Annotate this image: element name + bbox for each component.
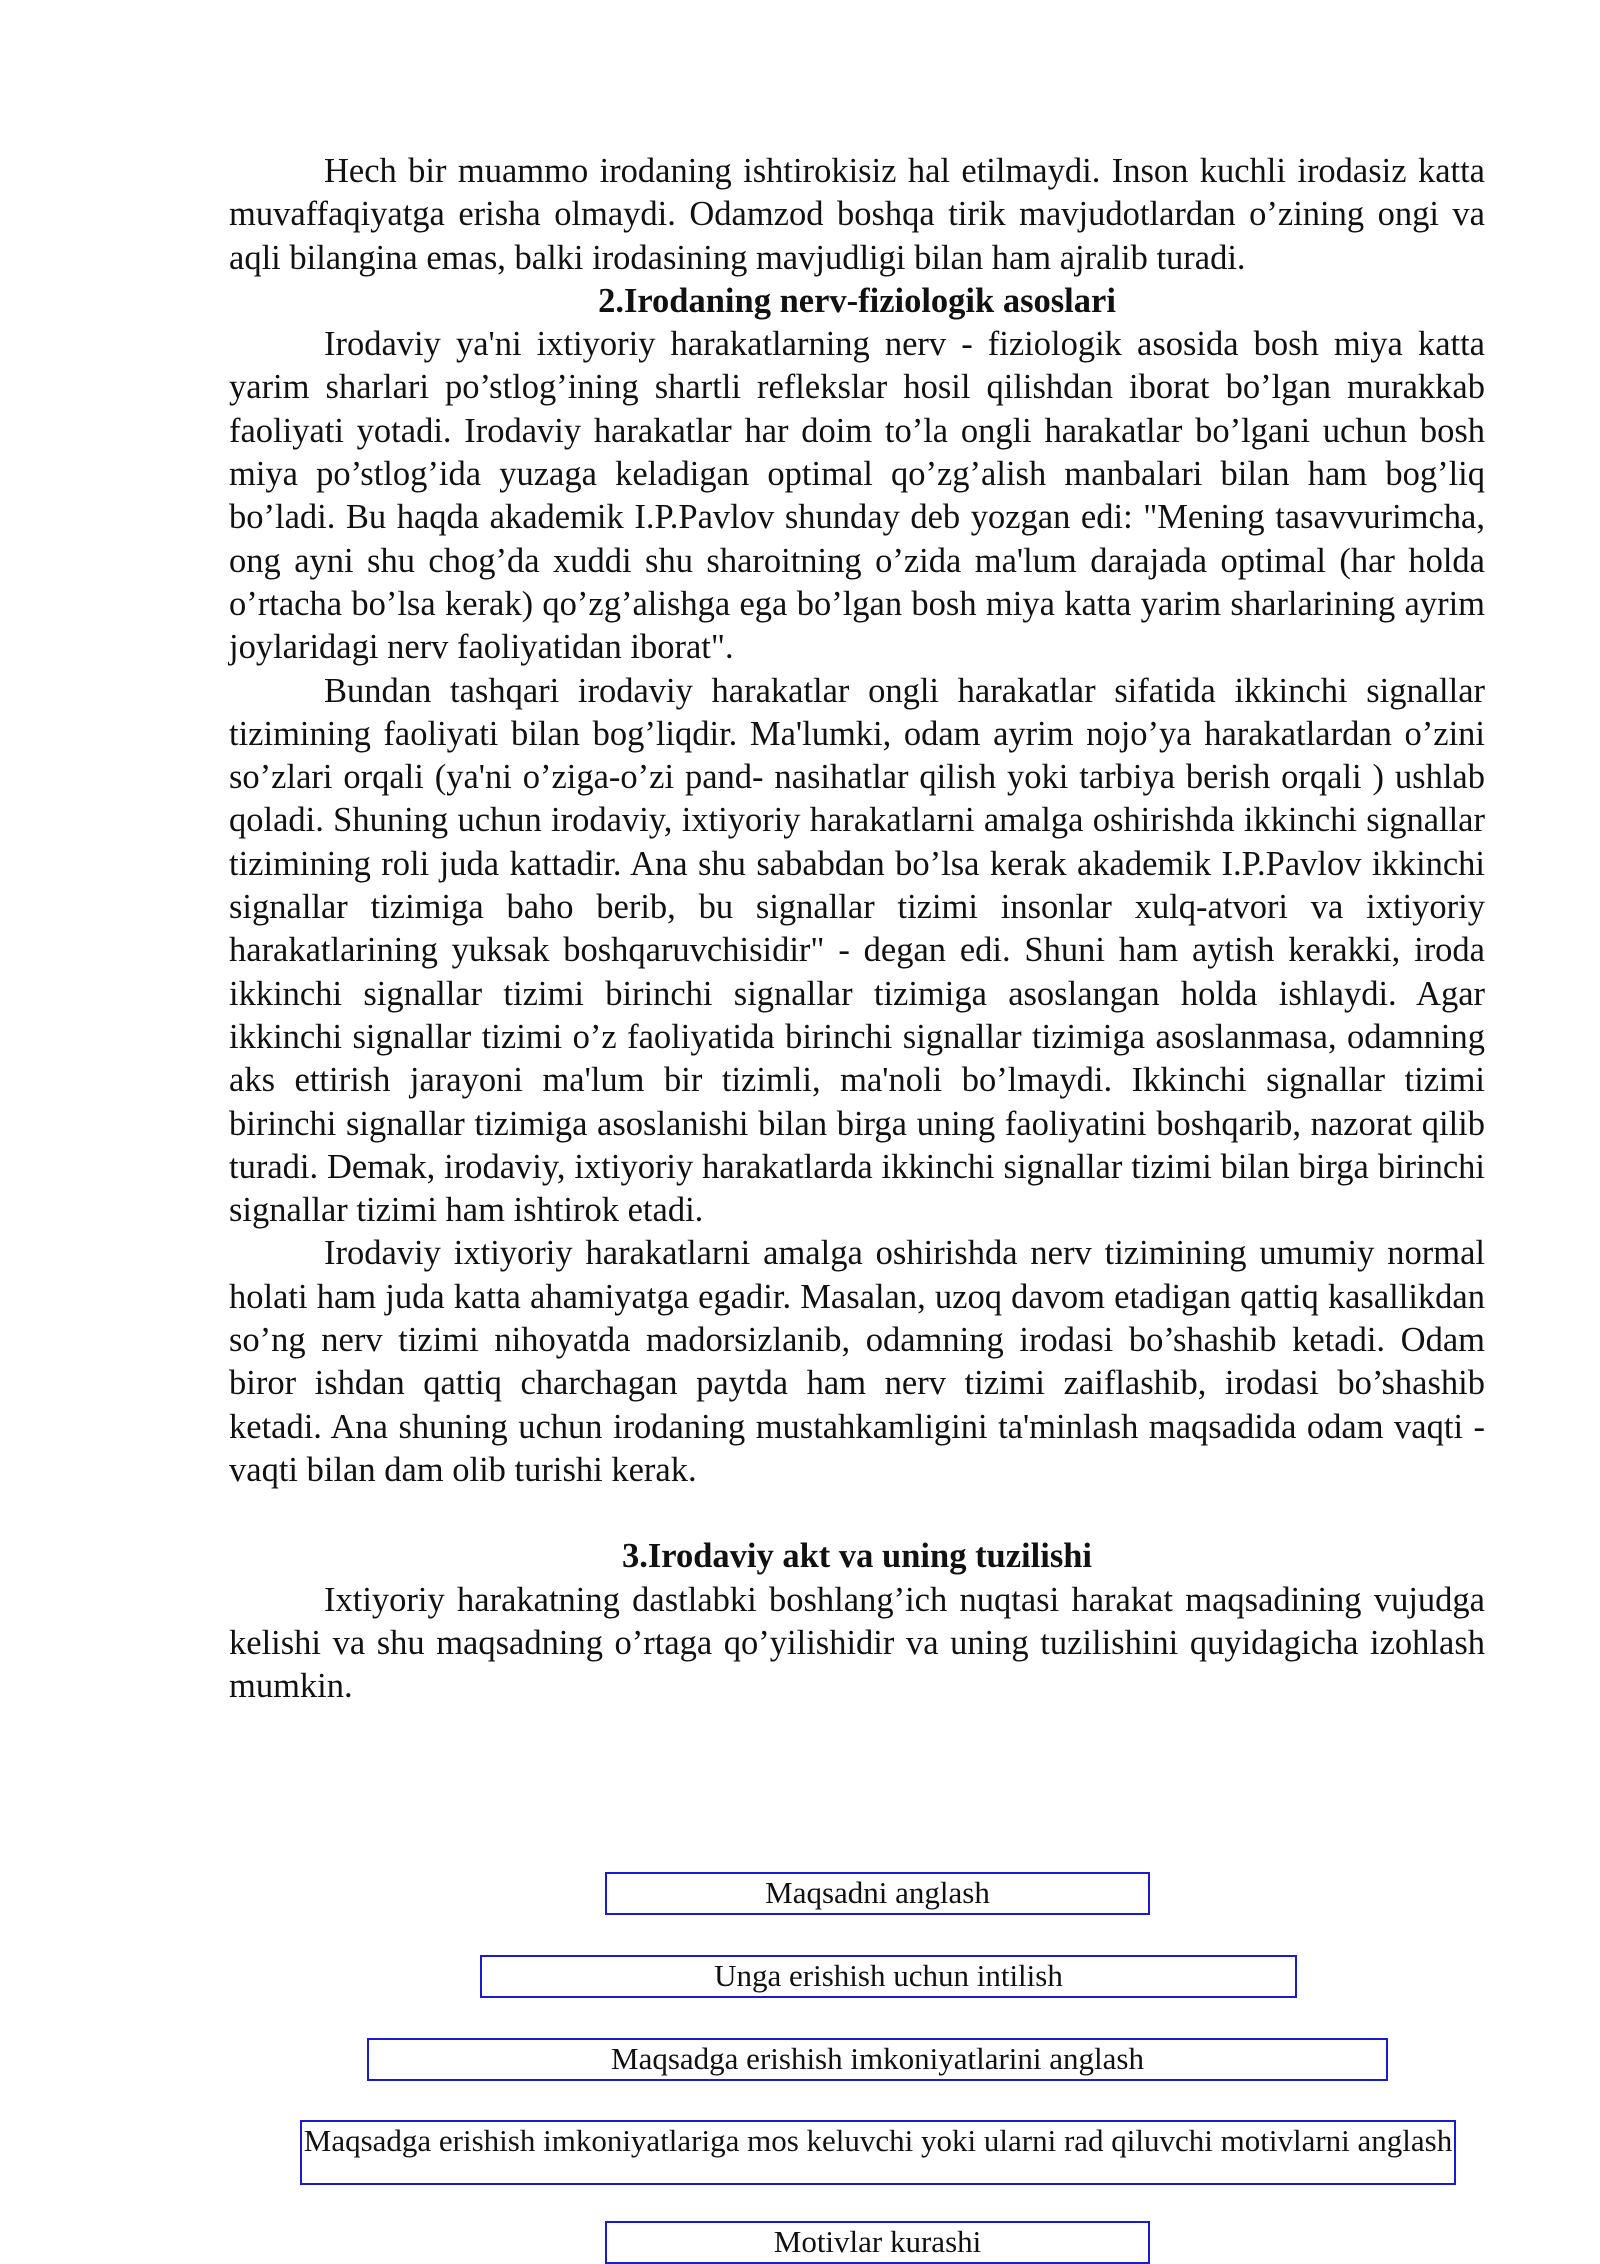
flow-box-motivlar-kurashi bbox=[605, 2221, 1150, 2264]
section-2-paragraph-1: Irodaviy ya'ni ixtiyoriy harakatlarning nerv - fiziologik asosida bosh miya katta yarim sharlari po’stlog’ining shartli reflekslar hosil qilishdan iborat bo’lgan murakkab faoliyati yotadi. Irodaviy harakatlar har doim to’la ongli harakatlar bo’lgani uchun bosh miya po’stlog’ida yuzaga keladigan optimal qo’zg’alish manbalari bilan ham bog’liq bo’ladi. Bu haqda akademik I.P.Pavlov shunday deb yozgan edi: "Mening tasavvurimcha, ong ayni shu chog’da xuddi shu sharoitning o’zida ma'lum darajada optimal (har holda o’rtacha bo’lsa kerak) qo’zg’alishga ega bo’lgan bosh miya katta yarim sharlarining ayrim joylaridagi nerv faoliyatidan iborat". bbox=[229, 325, 1485, 667]
flow-box-maqsadni-anglash bbox=[605, 1872, 1150, 1915]
document-body bbox=[229, 150, 1485, 1708]
flow-box-label: Motivlar kurashi bbox=[773, 2224, 982, 2259]
flow-box-label: Maqsadni anglash bbox=[765, 1875, 990, 1910]
intro-paragraph: Hech bir muammo irodaning ishtirokisiz hal etilmaydi. Inson kuchli irodasiz katta muvaffaqiyatga erisha olmaydi. Odamzod boshqa tirik mavjudotlardan o’zining ongi va aqli bilangina emas, balki irodasining mavjudligi bilan ham ajralib turadi. bbox=[229, 152, 1485, 277]
section-spacer bbox=[229, 1492, 1485, 1535]
section-3-heading: 3.Irodaviy akt va uning tuzilishi bbox=[621, 1537, 1093, 1576]
section-2-paragraph-3: Irodaviy ixtiyoriy harakatlarni amalga oshirishda nerv tizimining umumiy normal holati ham juda katta ahamiyatga egadir. Masalan, uzoq davom etadigan qattiq kasallikdan so’ng nerv tizimi nihoyatda madorsizlanib, odamning irodasi bo’shashib ketadi. Odam biror ishdan qattiq charchagan paytda ham nerv tizimi zaiflashib, irodasi bo’shashib ketadi. Ana shuning uchun irodaning mustahkamligini ta'minlash maqsadida odam vaqti - vaqti bilan dam olib turishi kerak. bbox=[229, 1234, 1485, 1489]
flow-box-label: Unga erishish uchun intilish bbox=[714, 1958, 1063, 1993]
flow-box-imkoniyatlarni-anglash bbox=[367, 2038, 1388, 2081]
flow-box-label: Maqsadga erishish imkoniyatlarini anglash bbox=[611, 2041, 1144, 2076]
flow-box-intilish bbox=[480, 1955, 1297, 1998]
flow-box-motivlarni-anglash bbox=[300, 2120, 1456, 2185]
section-3-paragraph-1: Ixtiyoriy harakatning dastlabki boshlang’ich nuqtasi harakat maqsadining vujudga kelishi va shu maqsadning o’rtaga qo’yilishidir va uning tuzilishini quyidagicha izohlash mumkin. bbox=[229, 1580, 1485, 1706]
section-2-heading: 2.Irodaning nerv-fiziologik asoslari bbox=[598, 281, 1116, 320]
section-2-paragraph-2: Bundan tashqari irodaviy harakatlar ongli harakatlar sifatida ikkinchi signallar tizimining faoliyati bilan bog’liqdir. Ma'lumki, odam ayrim nojo’ya harakatlardan o’zini so’zlari orqali (ya'ni o’ziga-o’zi pand- nasihatlar qilish yoki tarbiya berish orqali ) ushlab qoladi. Shuning uchun irodaviy, ixtiyoriy harakatlarni amalga oshirishda ikkinchi signallar tizimining roli juda kattadir. Ana shu sababdan bo’lsa kerak akademik I.P.Pavlov ikkinchi signallar tizimiga baho berib, bu signallar tizimi insonlar xulq-atvori va ixtiyoriy harakatlarining yuksak boshqaruvchisidir" - degan edi. Shuni ham aytish kerakki, iroda ikkinchi signallar tizimi birinchi signallar tizimiga asoslangan holda ishlaydi. Agar ikkinchi signallar tizimi o’z faoliyatida birinchi signallar tizimiga asoslanmasa, odamning aks ettirish jarayoni ma'lum bir tizimli, ma'noli bo’lmaydi. Ikkinchi signallar tizimi birinchi signallar tizimiga asoslanishi bilan birga uning faoliyatini boshqarib, nazorat qilib turadi. Demak, irodaviy, ixtiyoriy harakatlarda ikkinchi signallar tizimi bilan birga birinchi signallar tizimi ham ishtirok etadi. bbox=[229, 671, 1485, 1230]
flow-box-label: Maqsadga erishish imkoniyatlariga mos keluvchi yoki ularni rad qiluvchi motivlarni anglash bbox=[303, 2123, 1453, 2158]
